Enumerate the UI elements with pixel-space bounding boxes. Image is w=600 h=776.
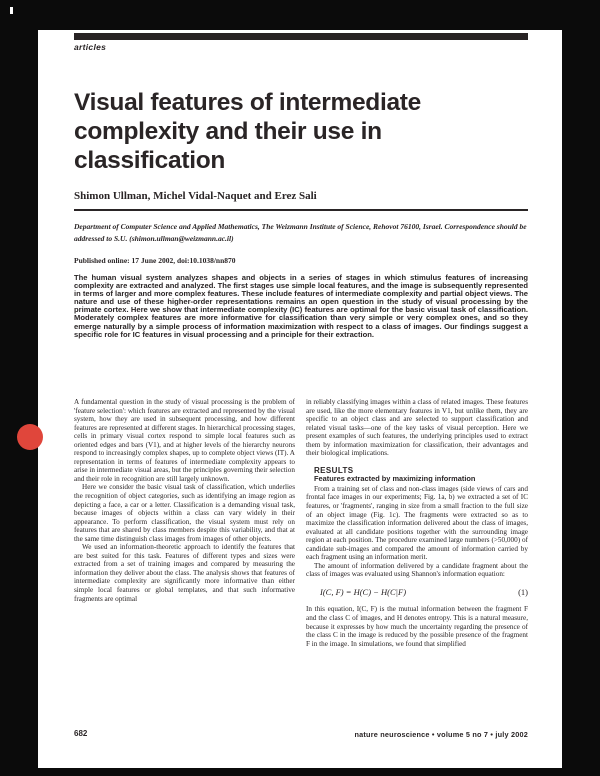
body-column-left: [74, 398, 295, 734]
published-online-line: Published online: 17 June 2002, doi:10.1038/nn870: [74, 256, 236, 265]
results-paragraph-3: In this equation, I(C, F) is the mutual information between the fragment F and the class C of images, and H denotes entropy. This is a natural measure, because it expresses by how much the uncertainty regarding the presence of the class C in the image is reduced by the possible presence of the fragment F in the image. In simulations, we found that simplified: [306, 605, 528, 648]
intro-paragraph-1: A fundamental question in the study of visual processing is the problem of 'feature selection': which features are extracted and represented by the visual system, how they are used in subsequent processing, and how different features are represented at different stages. In hierarchical processing stages, cells in primary visual cortex respond to simple local features such as oriented edges and bars (V1), and at higher levels of the hierarchy neurons respond to increasingly complex shapes, up to complete object views (IT). A representation in terms of features of intermediate complexity appears to arise in intermediate visual areas, but the principles governing their selection and their role in recognition are still largely unknown.: [74, 398, 295, 483]
footer-journal-line: nature neuroscience • volume 5 no 7 • july 2002: [354, 730, 528, 739]
footer-page-number: 682: [74, 729, 88, 738]
intro-paragraph-2: Here we consider the basic visual task of classification, which underlies the recognition of object categories, such as identifying an image region as depicting a face, a car or a letter. Classification is a demanding visual task, because images of objects within a class can vary widely in their appearance. To perform classification, the visual system must rely on features that are shared by class members despite this variability, and that at the same time distinguish class images from images of other objects.: [74, 483, 295, 543]
intro-continuation-paragraph: in reliably classifying images within a class of related images. These features are used, like the more elementary features in V1, but unlike them, they are specific to an object class and are selected to support classification and related visual tasks—one of the key tasks of visual perception. Here we present examples of such features, the underlying principles used to extract them by information maximization for classification, their advantages and their biological implications.: [306, 398, 528, 458]
intro-paragraph-3: We used an information-theoretic approach to identify the features that are best suited for this task. Features of different types and sizes were extracted from a set of training images and compared by measuring the information they deliver about the class. The analysis shows that features of intermediate complexity are significantly more informative than either simple local features or global templates, and that such informative fragments are optimal: [74, 543, 295, 603]
results-paragraph-1: From a training set of class and non-class images (side views of cars and frontal face images in our experiments; Fig. 1a, b) we extracted a set of IC features, or 'fragments', ranging in size from a small fraction to the full size of an object image (Fig. 1c). The fragments were extracted so as to maximize the classification information delivered about the class of images, evaluated at all candidate positions together with the surrounding image region at each position. The procedure examined large numbers (>50,000) of candidate sub-images and compared the amount of information carried by each fragment using an information merit.: [306, 484, 528, 562]
paper-page: [38, 30, 562, 768]
paper-title: [74, 88, 534, 175]
authors-divider-rule: [74, 209, 528, 211]
equation-number: (1): [518, 586, 528, 597]
authors-line: Shimon Ullman, Michel Vidal-Naquet and Erez Sali: [74, 190, 317, 202]
section-label: articles: [74, 42, 107, 52]
results-subheading: Features extracted by maximizing information: [314, 474, 476, 484]
equation-1: [320, 588, 528, 597]
paper-title-line-3: classification: [74, 147, 226, 174]
affiliation-text: Department of Computer Science and Applied Mathematics, The Weizmann Institute of Science, Rehovot 76100, Israel. Correspondence should be addressed to S.U. (shimon.ullman@weizmann.ac.il): [74, 222, 527, 243]
section-header-bar: [74, 33, 528, 40]
paper-title-line-2: complexity and their use in: [74, 118, 382, 145]
red-dot-marker: [17, 424, 43, 450]
results-heading: RESULTS: [314, 465, 354, 475]
equation-expression: I(C, F) = H(C) − H(C|F): [320, 586, 407, 597]
body-column-right: [306, 398, 528, 734]
corner-speck: [10, 7, 13, 14]
abstract-text: The human visual system analyzes shapes and objects in a series of stages in which stimulus features of increasing complexity are extracted and analyzed. The first stages use simple local features, and the image is subsequently represented in terms of larger and more complex features. These include features of intermediate complexity and partial object views. The nature and use of these higher-order representations remains an open question in the study of visual processing by the primate cortex. Here we show that intermediate complexity (IC) features are optimal for the basic visual task of classification. Moderately complex features are more informative for classification than very simple or very complex ones, and so they emerge naturally by a simple process of information maximization with respect to a class of images. Our findings suggest a specific role for IC features in visual processing and a principle for their extraction.: [74, 273, 528, 339]
paper-title-line-1: Visual features of intermediate: [74, 89, 421, 116]
results-paragraph-2: The amount of information delivered by a candidate fragment about the class of images was evaluated using Shannon's information equation:: [306, 561, 528, 579]
